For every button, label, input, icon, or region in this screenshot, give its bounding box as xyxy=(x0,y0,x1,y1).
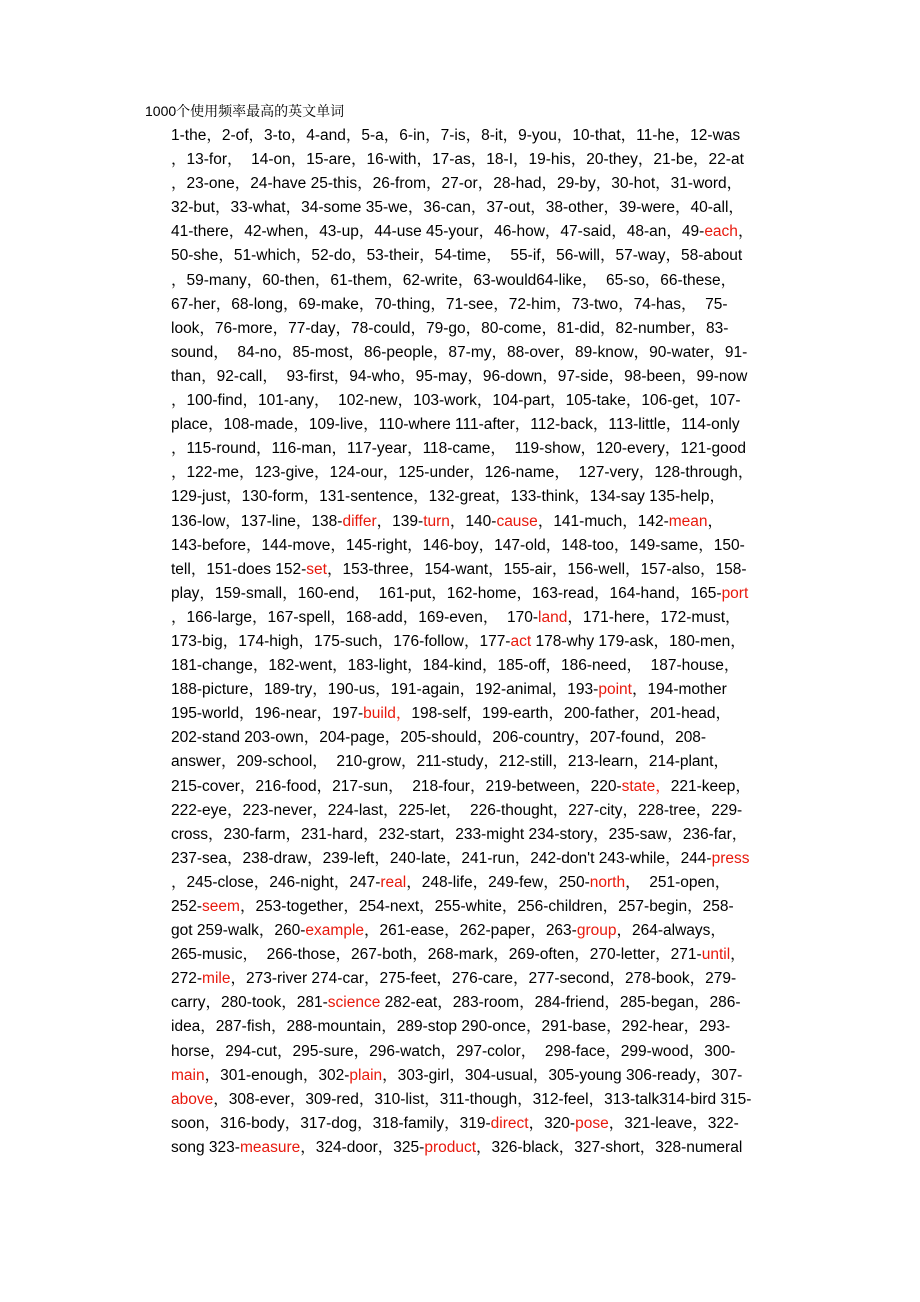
text-line xyxy=(171,220,753,244)
text-line xyxy=(171,461,753,485)
text-segment: ，248-life，249-few，250- xyxy=(406,873,590,891)
text-segment: ，273-river 274-car，275-feet，276-care，277-second，278-book，279- xyxy=(230,970,737,988)
highlighted-word: pose xyxy=(575,1114,609,1132)
text-line xyxy=(171,871,753,895)
text-segment: ，264-always， xyxy=(616,922,726,940)
text-line xyxy=(171,775,753,799)
highlighted-word: seem xyxy=(202,898,240,915)
text-segment: answer，209-school， 210-grow，211-study，212-still，213-learn，214-plant， xyxy=(171,753,729,771)
text-segment: ，122-me，123-give，124-our，125-under，126-name， 127-very，128-through， xyxy=(171,464,754,482)
text-line xyxy=(171,1088,753,1112)
highlighted-word: act xyxy=(510,632,532,650)
text-line xyxy=(171,317,753,341)
highlighted-word: set xyxy=(306,560,327,578)
highlighted-word: turn xyxy=(423,512,450,530)
text-segment: 32-but，33-what，34-some 35-we，36-can，37-out，38-other，39-were，40-all， xyxy=(171,199,744,217)
text-line xyxy=(171,534,753,558)
text-line xyxy=(171,341,753,365)
highlighted-word: measure xyxy=(239,1138,301,1156)
text-segment: got 259-walk，260- xyxy=(171,922,306,940)
highlighted-word: north xyxy=(589,873,626,891)
text-segment: ，171-here，172-must， xyxy=(567,608,741,626)
text-line xyxy=(171,678,753,702)
text-segment: 143-before，144-move，145-right，146-boy，147-old，148-too，149-same，150- xyxy=(171,536,745,554)
text-line xyxy=(171,485,753,509)
text-segment: ，166-large，167-spell，168-add，169-even， 170- xyxy=(171,608,539,626)
text-line xyxy=(171,847,753,871)
text-segment: 41-there，42-when，43-up，44-use 45-your，46-how，47-said，48-an，49- xyxy=(171,223,705,241)
text-segment: 202-stand 203-own，204-page，205-should，206-country，207-found，208- xyxy=(171,729,707,747)
text-line xyxy=(171,293,753,317)
text-segment: ，100-find，101-any， 102-new，103-work，104-part，105-take，106-get，107- xyxy=(171,392,741,410)
text-line xyxy=(171,437,753,461)
text-line xyxy=(171,1064,753,1088)
text-segment: ，303-girl，304-usual，305-young 306-ready，307- xyxy=(382,1066,743,1084)
text-segment: ，115-round，116-man，117-year，118-came， 119-show，120-every，121-good xyxy=(171,440,746,458)
text-segment: ，13-for， 14-on，15-are，16-with，17-as，18-I，19-his，20-they，21-be，22-at xyxy=(171,151,744,169)
text-segment: ，320- xyxy=(528,1114,576,1132)
text-segment: 265-music， 266-those，267-both，268-mark，269-often，270-letter，271- xyxy=(171,946,702,964)
highlighted-word: example xyxy=(305,922,365,940)
text-segment: ，253-together，254-next，255-white，256-children，257-begin，258- xyxy=(239,898,734,915)
text-line xyxy=(171,172,753,196)
text-line xyxy=(171,823,753,847)
text-segment: 195-world，196-near，197- xyxy=(171,705,364,723)
text-segment: ，301-enough，302- xyxy=(204,1066,350,1084)
text-line xyxy=(171,558,753,582)
text-line xyxy=(171,630,753,654)
text-segment: place，108-made，109-live，110-where 111-after，112-back，113-little，114-only xyxy=(171,416,740,434)
text-segment: ，23-one，24-have 25-this，26-from，27-or，28-had，29-by，30-hot，31-word， xyxy=(171,175,743,193)
text-segment: 67-her，68-long，69-make，70-thing，71-see，72-him，73-two，74-has， 75- xyxy=(171,295,728,313)
text-segment: ，141-much，142- xyxy=(537,512,669,530)
text-segment: ，139- xyxy=(376,512,424,530)
text-segment: ，194-mother xyxy=(631,681,727,699)
text-segment: sound， 84-no，85-most，86-people，87-my，88-over，89-know，90-water，91- xyxy=(171,343,748,361)
text-segment: song 323- xyxy=(171,1138,240,1156)
text-segment: ，245-close，246-night，247- xyxy=(171,873,381,891)
highlighted-word: above xyxy=(171,1090,214,1108)
text-segment: tell，151-does 152- xyxy=(171,560,307,578)
text-line xyxy=(171,510,753,534)
text-segment: 1-the，2-of，3-to，4-and，5-a，6-in，7-is，8-it，9-you，10-that，11-he，12-was xyxy=(171,127,741,144)
text-segment: ， xyxy=(737,223,754,241)
text-segment: ，140- xyxy=(449,512,497,530)
highlighted-word: build， xyxy=(363,705,412,723)
text-segment: ， xyxy=(730,946,746,964)
document-title: 1000个使用频率最高的英文单词 xyxy=(145,103,345,119)
text-segment: ，261-ease，262-paper，263- xyxy=(364,922,577,940)
text-segment: 215-cover，216-food，217-sun， 218-four，219-between，220- xyxy=(171,777,622,795)
text-line xyxy=(171,124,753,148)
highlighted-word: land xyxy=(538,608,568,626)
text-line xyxy=(171,244,753,268)
text-line xyxy=(171,1040,753,1064)
text-line xyxy=(171,148,753,172)
text-line xyxy=(171,726,753,750)
text-segment: 252- xyxy=(171,898,203,915)
text-segment: 136-low，137-line，138- xyxy=(171,512,343,530)
text-line xyxy=(171,196,753,220)
text-segment: carry，280-took，281- xyxy=(171,994,328,1012)
text-line xyxy=(171,750,753,774)
highlighted-word: differ xyxy=(342,512,377,530)
text-segment: 188-picture，189-try，190-us，191-again，192-animal，193- xyxy=(171,681,599,699)
highlighted-word: direct xyxy=(490,1114,529,1132)
text-segment: 129-just，130-form，131-sentence，132-great，133-think，134-say 135-help， xyxy=(171,488,725,506)
text-segment: 198-self，199-earth，200-father，201-head， xyxy=(411,705,732,723)
text-line xyxy=(171,389,753,413)
text-line xyxy=(171,919,753,943)
highlighted-word: product xyxy=(424,1138,477,1156)
text-segment: than，92-call， 93-first，94-who，95-may，96-down，97-side，98-been，99-now xyxy=(171,367,748,385)
text-line xyxy=(171,799,753,823)
text-line xyxy=(171,582,753,606)
highlighted-word: cause xyxy=(496,512,538,530)
highlighted-word: real xyxy=(380,873,407,891)
highlighted-word: plain xyxy=(349,1066,383,1084)
text-segment: ， 251-open， xyxy=(625,873,731,891)
highlighted-word: state， xyxy=(621,777,671,795)
text-line xyxy=(171,895,753,919)
text-segment: look，76-more，77-day，78-could，79-go，80-come，81-did，82-number，83- xyxy=(171,319,729,337)
text-segment: idea，287-fish，288-mountain，289-stop 290-once，291-base，292-hear，293- xyxy=(171,1018,731,1036)
text-segment: 178-why 179-ask，180-men， xyxy=(531,632,746,650)
text-segment: 181-change，182-went，183-light，184-kind，185-off，186-need， 187-house， xyxy=(171,657,740,675)
text-segment: ，153-three，154-want，155-air，156-well，157-also，158- xyxy=(326,560,747,578)
text-segment: soon，316-body，317-dog，318-family，319- xyxy=(171,1114,491,1132)
word-list xyxy=(171,124,753,1160)
highlighted-word: main xyxy=(171,1066,205,1084)
text-segment: play，159-small，160-end， 161-put，162-home，163-read，164-hand，165- xyxy=(171,584,722,602)
text-line xyxy=(171,1136,753,1160)
text-segment: ， xyxy=(707,512,724,530)
text-segment: ，59-many，60-then，61-them，62-write，63-would64-like， 65-so，66-these， xyxy=(171,271,737,289)
text-segment: ，326-black，327-short，328-numeral xyxy=(476,1138,743,1156)
text-line xyxy=(171,967,753,991)
highlighted-word: group xyxy=(576,922,617,940)
text-segment: 221-keep， xyxy=(670,777,751,795)
highlighted-word: each xyxy=(704,223,738,241)
text-line xyxy=(171,413,753,437)
text-segment: 272- xyxy=(171,970,203,988)
text-line xyxy=(171,269,753,293)
text-line xyxy=(171,702,753,726)
text-segment: 50-she，51-which，52-do，53-their，54-time， 55-if，56-will，57-way，58-about xyxy=(171,247,743,265)
text-segment: 222-eye，223-never，224-last，225-let， 226-thought，227-city，228-tree，229- xyxy=(171,801,743,819)
text-line xyxy=(171,654,753,678)
text-line xyxy=(171,1112,753,1136)
text-line xyxy=(171,943,753,967)
text-segment: ，324-door，325- xyxy=(300,1138,425,1156)
text-line xyxy=(171,365,753,389)
text-line xyxy=(171,1015,753,1039)
highlighted-word: point xyxy=(598,681,632,699)
text-line xyxy=(171,991,753,1015)
highlighted-word: mean xyxy=(668,512,708,530)
text-line xyxy=(171,606,753,630)
highlighted-word: mile xyxy=(202,970,231,988)
highlighted-word: science xyxy=(327,994,381,1012)
text-segment: 237-sea，238-draw，239-left，240-late，241-run，242-don't 243-while，244- xyxy=(171,849,712,867)
highlighted-word: press xyxy=(711,849,750,867)
highlighted-word: port xyxy=(721,584,749,602)
text-segment: horse，294-cut，295-sure，296-watch，297-color， 298-face，299-wood，300- xyxy=(171,1042,736,1060)
text-segment: ，308-ever，309-red，310-list，311-though，312-feel，313-talk314-bird 315- xyxy=(213,1090,752,1108)
text-segment: 282-eat，283-room，284-friend，285-began，286- xyxy=(380,994,741,1012)
text-segment: cross，230-farm，231-hard，232-start，233-might 234-story，235-saw，236-far， xyxy=(171,825,748,843)
highlighted-word: until xyxy=(701,946,731,964)
text-segment: ，321-leave，322- xyxy=(608,1114,739,1132)
text-segment: 173-big，174-high，175-such，176-follow，177- xyxy=(171,632,511,650)
